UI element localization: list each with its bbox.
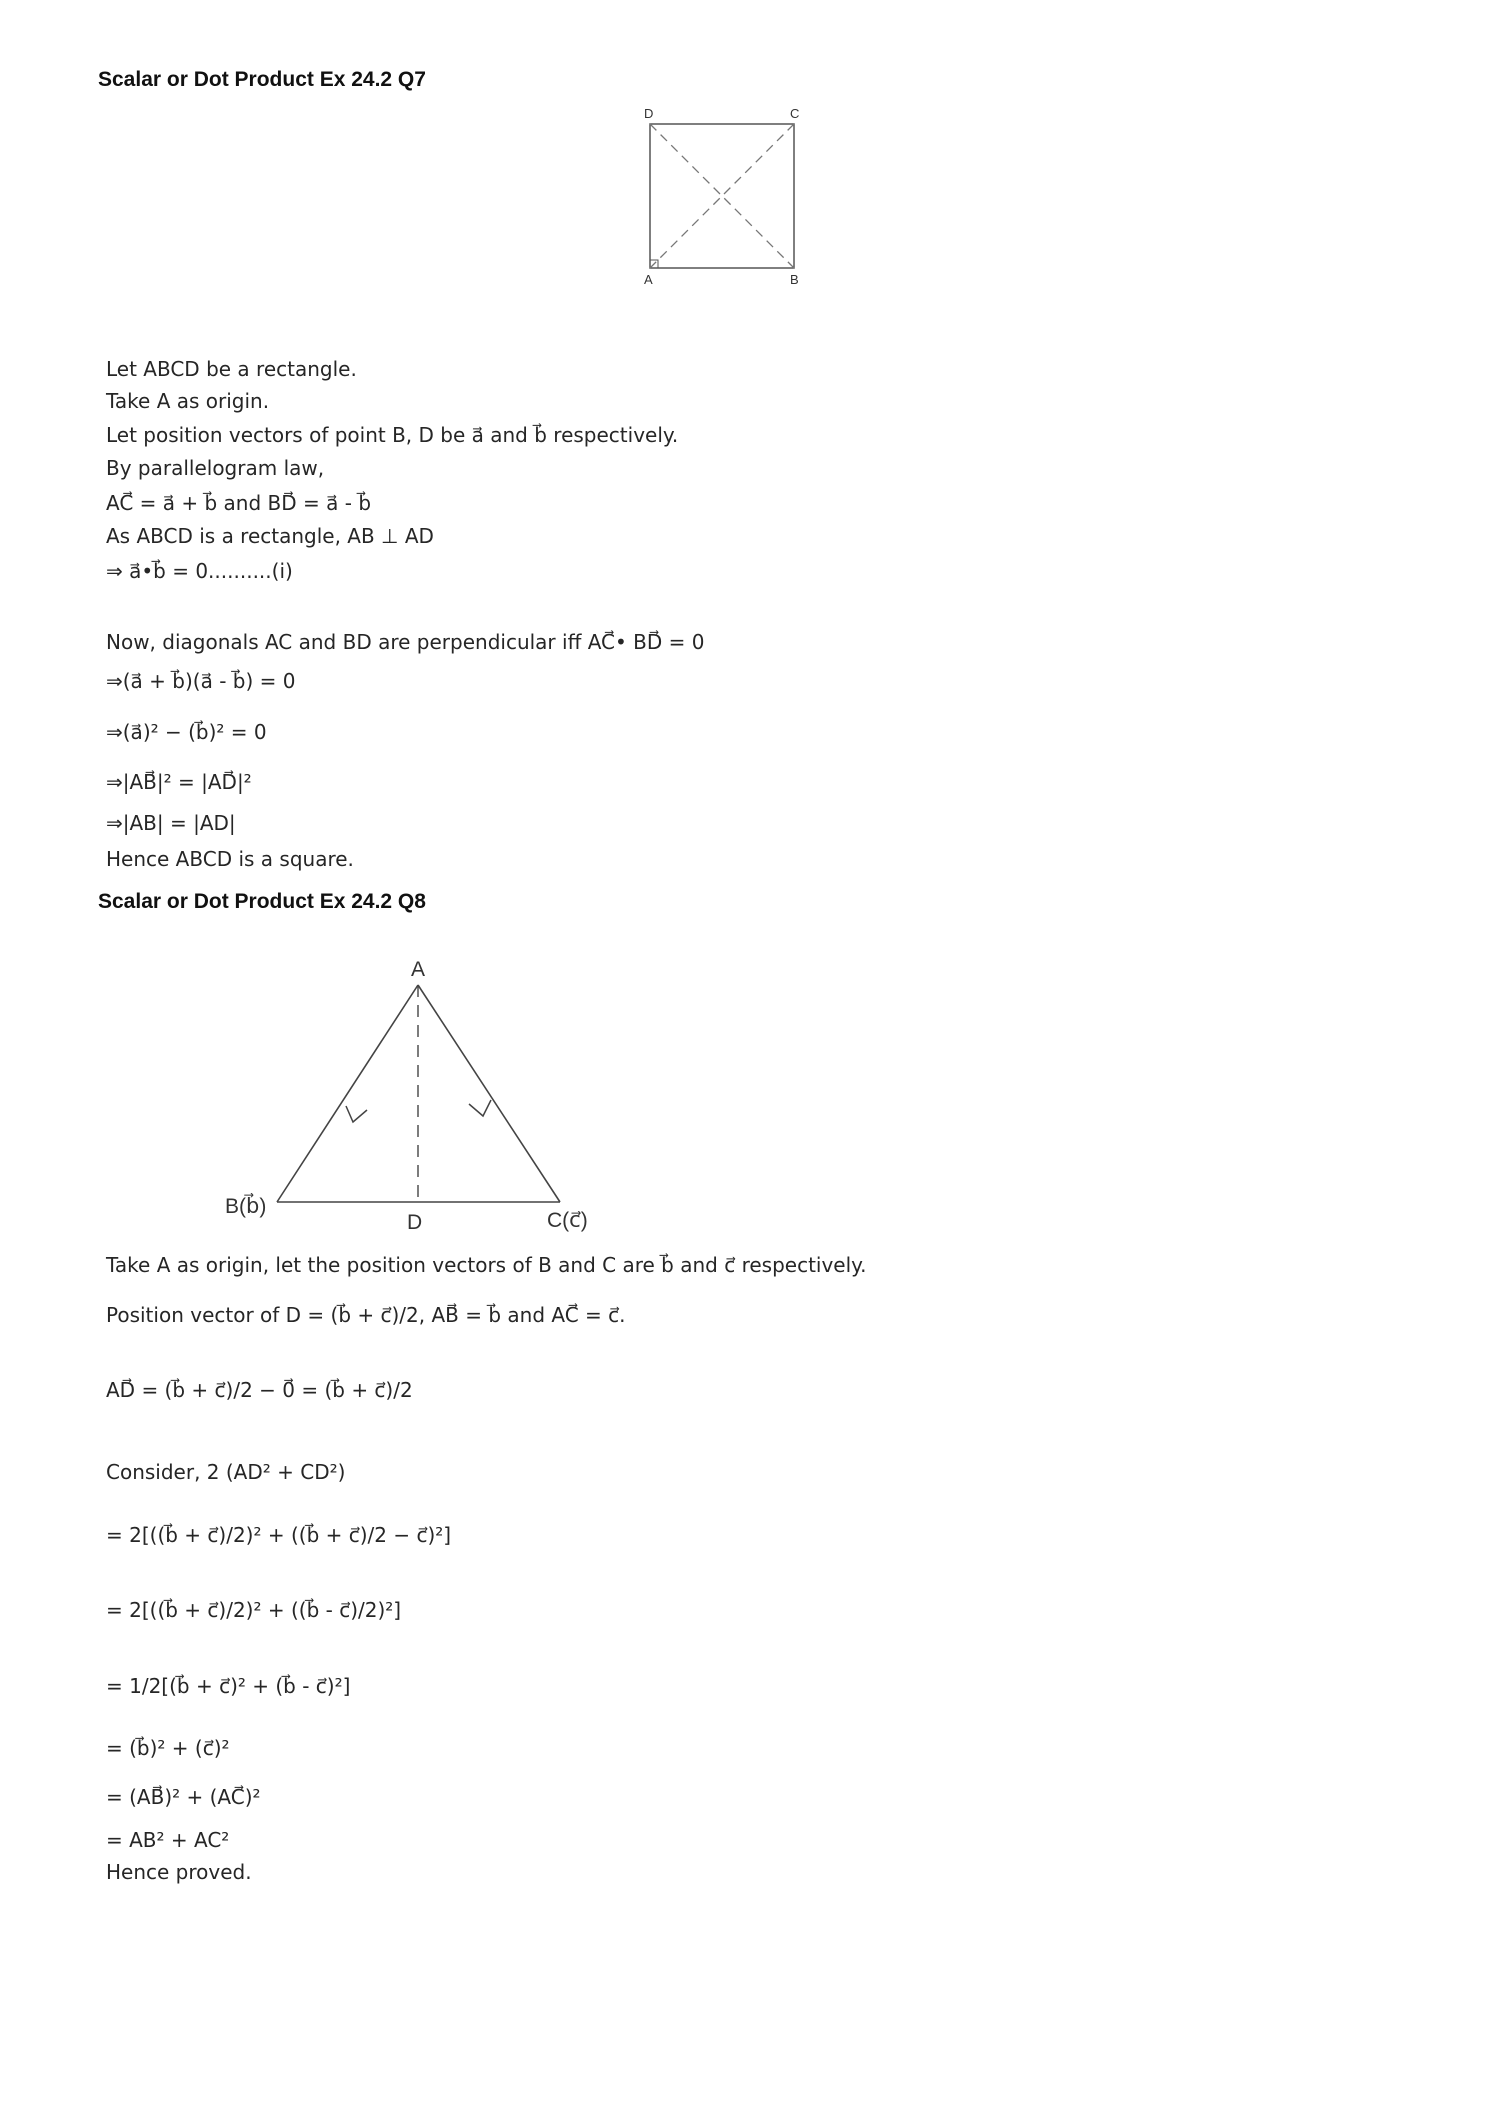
- q8-line-7: = 1/2[(b⃗ + c⃗)² + (b⃗ - c⃗)²]: [106, 1674, 351, 1698]
- rect-label-d: D: [644, 106, 654, 121]
- q7-line-13: Hence ABCD is a square.: [106, 847, 354, 871]
- q8-line-6: = 2[((b⃗ + c⃗)/2)² + ((b⃗ - c⃗)/2)²]: [106, 1598, 402, 1622]
- q7-line-10: ⇒(a⃗)² − (b⃗)² = 0: [106, 720, 267, 744]
- tri-label-a: A: [411, 958, 426, 981]
- q8-line-10: = AB² + AC²: [106, 1828, 230, 1852]
- q7-line-5: AC⃗ = a⃗ + b⃗ and BD⃗ = a⃗ - b⃗: [106, 491, 372, 515]
- q7-line-1: Let ABCD be a rectangle.: [106, 357, 357, 381]
- rectangle-figure: [640, 100, 820, 290]
- tri-label-c: C(c⃗): [547, 1209, 588, 1232]
- rect-label-c: C: [790, 106, 800, 121]
- q8-line-4: Consider, 2 (AD² + CD²): [106, 1460, 346, 1484]
- q7-line-7: ⇒ a⃗•b⃗ = 0..........(i): [106, 559, 293, 583]
- q8-line-2: Position vector of D = (b⃗ + c⃗)/2, AB⃗ = b⃗ and AC⃗ = c⃗.: [106, 1303, 626, 1327]
- q8-line-1: Take A as origin, let the position vectors of B and C are b⃗ and c⃗ respectively.: [106, 1253, 867, 1277]
- q8-heading: Scalar or Dot Product Ex 24.2 Q8: [98, 890, 426, 913]
- q7-line-8: Now, diagonals AC and BD are perpendicular iff AC⃗• BD⃗ = 0: [106, 630, 705, 654]
- q7-line-11: ⇒|AB⃗|² = |AD⃗|²: [106, 770, 252, 794]
- rect-label-b: B: [790, 272, 799, 287]
- q7-line-6: As ABCD is a rectangle, AB ⊥ AD: [106, 524, 434, 548]
- triangle-figure: [215, 950, 615, 1250]
- q8-line-11: Hence proved.: [106, 1860, 252, 1884]
- q8-line-8: = (b⃗)² + (c⃗)²: [106, 1736, 230, 1760]
- q7-line-12: ⇒|AB| = |AD|: [106, 811, 236, 835]
- tri-label-d: D: [407, 1211, 423, 1234]
- q7-heading: Scalar or Dot Product Ex 24.2 Q7: [98, 68, 426, 91]
- q7-line-2: Take A as origin.: [106, 389, 270, 413]
- q7-line-3: Let position vectors of point B, D be a⃗ and b⃗ respectively.: [106, 423, 679, 447]
- q7-line-9: ⇒(a⃗ + b⃗)(a⃗ - b⃗) = 0: [106, 669, 296, 693]
- q8-line-3: AD⃗ = (b⃗ + c⃗)/2 − 0⃗ = (b⃗ + c⃗)/2: [106, 1378, 413, 1402]
- q8-line-9: = (AB⃗)² + (AC⃗)²: [106, 1785, 261, 1809]
- rect-label-a: A: [644, 272, 653, 287]
- q8-line-5: = 2[((b⃗ + c⃗)/2)² + ((b⃗ + c⃗)/2 − c⃗)²]: [106, 1523, 452, 1547]
- q7-line-4: By parallelogram law,: [106, 456, 325, 480]
- tri-label-b: B(b⃗): [225, 1195, 267, 1218]
